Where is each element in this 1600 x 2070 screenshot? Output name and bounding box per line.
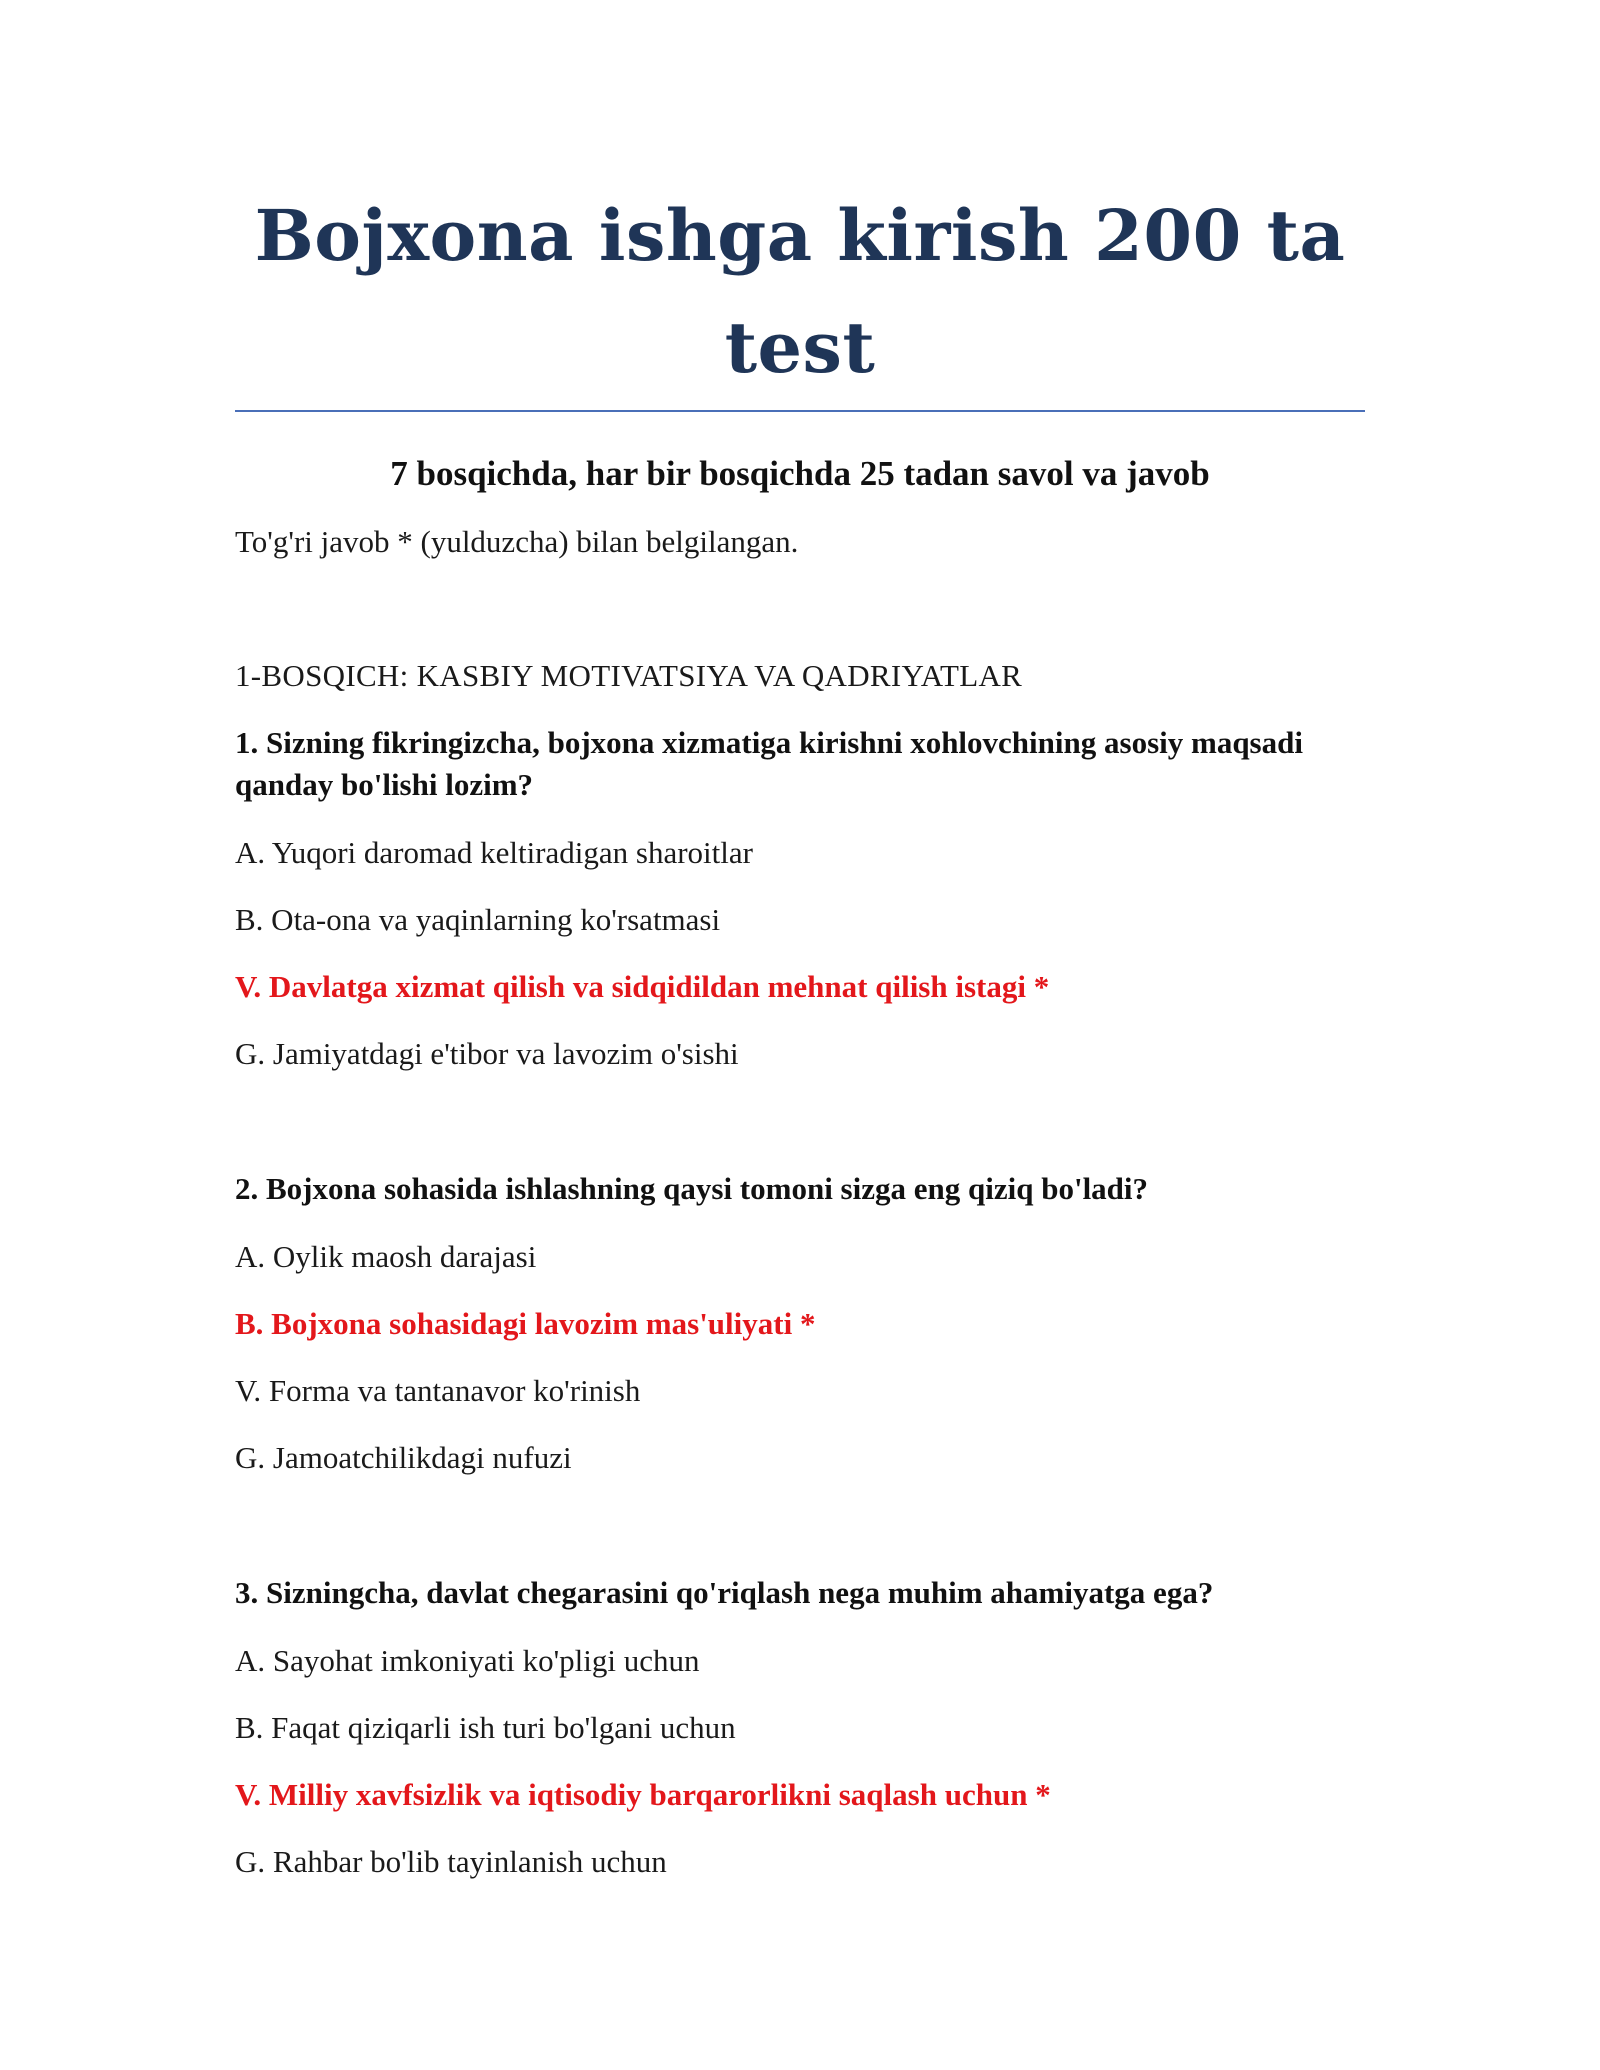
answer-option: B. Faqat qiziqarli ish turi bo'lgani uchun	[235, 1710, 736, 1745]
question-1	[235, 722, 1365, 1074]
answer-option: A. Yuqori daromad keltiradigan sharoitlar	[235, 835, 753, 870]
section-heading: 1-BOSQICH: KASBIY MOTIVATSIYA VA QADRIYATLAR	[235, 658, 1023, 693]
correct-answer-option: V. Milliy xavfsizlik va iqtisodiy barqarorlikni saqlash uchun *	[235, 1777, 1051, 1812]
answer-option: G. Jamoatchilikdagi nufuzi	[235, 1440, 572, 1475]
question-3	[235, 1572, 1365, 1882]
answer-options	[235, 1641, 1365, 1882]
answer-option: A. Oylik maosh darajasi	[235, 1239, 537, 1274]
answer-option: V. Forma va tantanavor ko'rinish	[235, 1373, 641, 1408]
answer-option: G. Rahbar bo'lib tayinlanish uchun	[235, 1844, 667, 1879]
correct-answer-option: V. Davlatga xizmat qilish va sidqidildan mehnat qilish istagi *	[235, 969, 1050, 1004]
answer-key-note: To'g'ri javob * (yulduzcha) bilan belgilangan.	[235, 524, 799, 559]
correct-answer-option: B. Bojxona sohasidagi lavozim mas'uliyati *	[235, 1306, 816, 1341]
answer-option: G. Jamiyatdagi e'tibor va lavozim o'sishi	[235, 1036, 739, 1071]
question-text: 1. Sizning fikringizcha, bojxona xizmatiga kirishni xohlovchining asosiy maqsadi qanday bo'lishi lozim?	[235, 725, 1303, 802]
answer-options	[235, 833, 1365, 1074]
page-title: Bojxona ishga kirish 200 ta test	[235, 180, 1365, 412]
question-text: 3. Sizningcha, davlat chegarasini qo'riqlash nega muhim ahamiyatga ega?	[235, 1575, 1214, 1610]
question-2	[235, 1168, 1365, 1478]
page-subtitle: 7 bosqichda, har bir bosqichda 25 tadan savol va javob	[390, 454, 1210, 493]
question-text: 2. Bojxona sohasida ishlashning qaysi tomoni sizga eng qiziq bo'ladi?	[235, 1171, 1149, 1206]
answer-options	[235, 1237, 1365, 1478]
document-page	[235, 180, 1365, 1882]
answer-option: A. Sayohat imkoniyati ko'pligi uchun	[235, 1643, 700, 1678]
answer-option: B. Ota-ona va yaqinlarning ko'rsatmasi	[235, 902, 721, 937]
